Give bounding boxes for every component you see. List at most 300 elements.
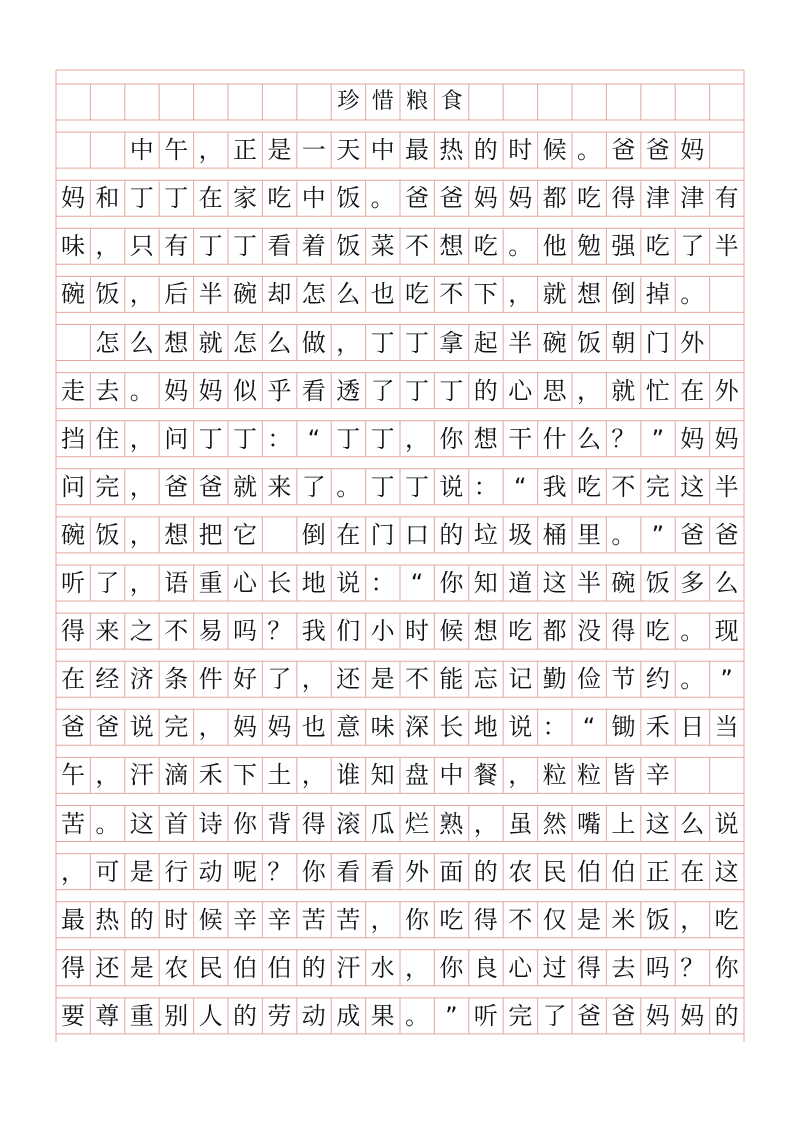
essay-char: 口: [405, 520, 429, 549]
essay-char: 劳: [267, 1001, 292, 1030]
essay-char: 丁: [336, 424, 361, 453]
essay-char: 吃: [645, 617, 670, 646]
essay-char: ，: [301, 761, 326, 790]
essay-char: 吗: [645, 953, 670, 982]
essay-char: 面: [439, 857, 464, 886]
essay-char: ：: [542, 713, 567, 742]
essay-char: 条: [164, 665, 189, 694]
essay-char: 么: [680, 809, 705, 838]
essay-char: 外: [714, 376, 739, 405]
essay-char: 半: [714, 232, 739, 261]
essay-char: 得: [301, 809, 326, 838]
essay-char: ，: [301, 665, 326, 694]
essay-char: 的: [473, 136, 498, 165]
essay-char: 。: [680, 617, 705, 646]
essay-char: 都: [542, 617, 567, 646]
essay-char: 了: [370, 376, 395, 405]
essay-char: 妈: [164, 376, 189, 405]
essay-char: 你: [233, 809, 257, 838]
essay-char: 下: [233, 761, 257, 790]
essay-char: 丁: [233, 232, 257, 261]
essay-char: 碗: [542, 328, 567, 357]
essay-char: 似: [233, 376, 257, 405]
essay-char: 嘴: [577, 809, 601, 838]
essay-char: 吃: [439, 905, 464, 934]
essay-char: 外: [680, 328, 705, 357]
essay-char: 吃: [577, 472, 601, 501]
essay-char: 时: [508, 136, 533, 165]
essay-char: 仅: [542, 905, 567, 934]
essay-char: 一: [301, 136, 326, 165]
essay-char: 妈: [198, 376, 223, 405]
essay-char: 这: [542, 569, 567, 597]
essay-char: 要: [61, 1001, 85, 1030]
essay-char: 乎: [267, 376, 292, 405]
essay-char: 。: [95, 809, 120, 838]
essay-char: 知: [473, 569, 498, 597]
essay-char: 济: [129, 665, 154, 694]
essay-char: 时: [405, 617, 429, 646]
essay-char: 透: [336, 376, 361, 405]
essay-char: 的: [473, 857, 498, 886]
essay-char: 。: [680, 280, 705, 309]
essay-char: 说: [129, 713, 154, 742]
essay-char: ，: [198, 713, 223, 742]
essay-char: 得: [473, 905, 498, 934]
essay-char: ，: [508, 761, 533, 790]
essay-char: 听: [473, 1001, 498, 1030]
essay-char: 有: [164, 232, 189, 261]
essay-char: ，: [129, 569, 154, 597]
essay-char: 没: [577, 617, 601, 646]
essay-char: 去: [611, 953, 636, 982]
essay-char: 碗: [233, 280, 257, 309]
essay-char: 么: [129, 328, 154, 357]
essay-char: 时: [164, 905, 189, 934]
essay-char: 候: [542, 136, 567, 165]
essay-char: 丁: [233, 424, 257, 453]
essay-char: 日: [680, 713, 705, 742]
essay-char: 的: [129, 905, 154, 934]
essay-char: 完: [95, 472, 120, 501]
essay-char: “: [513, 472, 527, 501]
essay-char: ，: [129, 280, 154, 309]
essay-char: 得: [61, 617, 85, 646]
essay-char: 熟: [439, 809, 464, 838]
essay-char: 约: [645, 665, 670, 694]
essay-char: 爸: [714, 520, 739, 549]
essay-char: 了: [95, 569, 120, 597]
essay-char: 半: [577, 569, 601, 597]
essay-char: 烂: [405, 809, 429, 838]
essay-char: 丁: [198, 424, 223, 453]
essay-char: 爸: [680, 520, 705, 549]
essay-char: 人: [198, 1001, 223, 1030]
essay-char: 现: [714, 617, 739, 646]
essay-char: 强: [611, 232, 636, 261]
essay-char: 走: [61, 376, 85, 405]
essay-char: 得: [577, 953, 601, 982]
essay-char: 倒: [301, 520, 326, 549]
essay-char: ？: [267, 857, 292, 886]
essay-char: 爸: [95, 713, 120, 742]
essay-char: 看: [336, 857, 361, 886]
essay-char: 是: [577, 905, 601, 934]
essay-char: ，: [129, 424, 154, 453]
essay-char: 起: [473, 328, 498, 357]
essay-char: 中: [301, 184, 326, 213]
essay-char: 也: [301, 713, 326, 742]
essay-char: 最: [61, 905, 85, 934]
essay-char: 。: [405, 1001, 429, 1030]
essay-char: 粒: [577, 761, 601, 790]
essay-char: 是: [129, 953, 154, 982]
essay-char: 吃: [405, 280, 429, 309]
essay-char: 想: [473, 617, 498, 646]
essay-char: 午: [61, 761, 85, 790]
essay-char: 你: [439, 953, 464, 982]
essay-char: ，: [95, 232, 120, 261]
essay-char: 饭: [95, 280, 120, 309]
essay-char: 苦: [336, 905, 361, 934]
essay-char: 正: [645, 857, 670, 886]
essay-char: 成: [336, 1001, 361, 1030]
essay-char: 吃: [577, 184, 601, 213]
essay-char: 来: [95, 617, 120, 646]
essay-char: 经: [95, 665, 120, 694]
essay-char: 饭: [95, 520, 120, 549]
essay-char: 伯: [611, 857, 636, 886]
essay-char: 饭: [577, 328, 601, 357]
essay-char: 是: [267, 136, 292, 165]
essay-char: 饭: [645, 905, 670, 934]
essay-char: 勉: [577, 232, 601, 261]
essay-char: 它: [233, 520, 257, 549]
essay-char: “: [582, 713, 596, 742]
essay-char: 有: [714, 184, 739, 213]
essay-char: 丁: [370, 472, 395, 501]
essay-char: 想: [164, 520, 189, 549]
essay-char: 当: [714, 713, 739, 742]
essay-char: 倒: [611, 280, 636, 309]
essay-char: 瓜: [370, 809, 395, 838]
essay-char: 了: [267, 665, 292, 694]
essay-char: 谁: [336, 761, 361, 790]
essay-char: 妈: [645, 1001, 670, 1030]
essay-char: 是: [129, 857, 154, 886]
essay-char: 。: [577, 136, 601, 165]
essay-char: 就: [198, 328, 223, 357]
essay-char: 半: [198, 280, 223, 309]
essay-char: 碗: [61, 520, 85, 549]
essay-char: 丁: [370, 328, 395, 357]
essay-char: 爸: [405, 184, 429, 213]
essay-char: 来: [267, 472, 292, 501]
essay-char: 锄: [611, 713, 636, 742]
essay-char: 看: [301, 376, 326, 405]
essay-char: 得: [611, 184, 636, 213]
essay-char: 吃: [473, 232, 498, 261]
essay-char: 住: [95, 424, 120, 453]
essay-char: 问: [164, 424, 189, 453]
essay-char: 。: [336, 472, 361, 501]
essay-char: 我: [301, 617, 326, 646]
essay-char: 说: [714, 809, 739, 838]
essay-char: 饭: [336, 184, 361, 213]
essay-char: 知: [370, 761, 395, 790]
essay-char: 民: [198, 953, 223, 982]
essay-char: 土: [267, 761, 292, 790]
essay-char: 的: [233, 1001, 257, 1030]
essay-char: 虽: [508, 809, 533, 838]
essay-char: 伯: [577, 857, 601, 886]
essay-char: 不: [405, 665, 429, 694]
essay-char: 的: [439, 520, 464, 549]
essay-char: 苦: [301, 905, 326, 934]
essay-char: 妈: [473, 184, 498, 213]
essay-char: 多: [680, 569, 705, 597]
essay-char: 这: [645, 809, 670, 838]
essay-char: 不: [164, 617, 189, 646]
essay-char: 之: [129, 617, 154, 646]
essay-char: 意: [336, 713, 361, 742]
essay-char: 你: [439, 424, 464, 453]
essay-char: 妈: [714, 424, 739, 453]
essay-char: 么: [267, 328, 292, 357]
essay-char: 你: [714, 953, 739, 982]
essay-char: 妈: [680, 424, 705, 453]
essay-char: 也: [370, 280, 395, 309]
essay-char: “: [410, 569, 424, 597]
essay-char: 了: [542, 1001, 567, 1030]
essay-char: 只: [129, 232, 154, 261]
essay-char: 盘: [405, 761, 429, 790]
essay-char: 你: [301, 857, 326, 886]
essay-char: 的: [301, 953, 326, 982]
essay-char: 背: [267, 809, 292, 838]
essay-char: 门: [645, 328, 670, 357]
essay-char: 午: [164, 136, 189, 165]
essay-char: 这: [680, 472, 705, 501]
essay-char: ”: [720, 665, 733, 694]
essay-char: 在: [336, 520, 361, 549]
essay-char: 候: [439, 617, 464, 646]
essay-char: ，: [370, 905, 395, 934]
essay-char: 你: [405, 905, 429, 934]
essay-char: 丁: [370, 424, 395, 453]
essay-char: 米: [611, 905, 636, 934]
essay-char: ，: [336, 328, 361, 357]
essay-char: 记: [508, 665, 533, 694]
essay-char: 民: [542, 857, 567, 886]
essay-char: 热: [95, 905, 120, 934]
essay-char: 这: [129, 809, 154, 838]
essay-char: 最: [405, 136, 429, 165]
essay-char: 心: [233, 569, 257, 597]
essay-char: 上: [611, 809, 636, 838]
essay-char: 听: [61, 569, 85, 597]
essay-char: 么: [336, 280, 361, 309]
essay-char: ，: [198, 136, 223, 165]
essay-char: 可: [95, 857, 120, 886]
essay-char: 看: [370, 857, 395, 886]
essay-char: 。: [508, 232, 533, 261]
essay-char: 果: [370, 1001, 395, 1030]
essay-char: ：: [473, 472, 498, 501]
essay-char: 爸: [611, 136, 636, 165]
essay-char: 垃: [473, 520, 498, 549]
essay-char: 妈: [680, 1001, 705, 1030]
essay-char: 在: [61, 665, 85, 694]
essay-char: 得: [611, 617, 636, 646]
essay-char: 吃: [267, 184, 292, 213]
essay-char: ？: [680, 953, 705, 982]
essay-char: 辛: [233, 905, 257, 934]
essay-char: 爸: [611, 1001, 636, 1030]
essay-char: 说: [439, 472, 464, 501]
essay-char: 心: [508, 376, 533, 405]
essay-char: 地: [301, 569, 326, 597]
essay-char: 味: [370, 713, 395, 742]
essay-char: 。: [680, 665, 705, 694]
essay-char: ？: [267, 617, 292, 646]
essay-char: 滚: [336, 809, 361, 838]
essay-char: 粒: [542, 761, 567, 790]
essay-char: ”: [445, 1001, 458, 1030]
essay-char: 忙: [645, 376, 670, 405]
essay-char: 这: [714, 857, 739, 886]
essay-char: 能: [439, 665, 464, 694]
essay-char: 津: [645, 184, 670, 213]
essay-char: 是: [370, 665, 395, 694]
essay-char: 辛: [645, 761, 670, 790]
essay-char: 菜: [370, 232, 395, 261]
essay-char: ”: [651, 520, 665, 549]
essay-char: 把: [198, 520, 223, 549]
essay-title: 珍惜粮食: [337, 89, 475, 114]
essay-char: 圾: [508, 520, 533, 549]
essay-char: 呢: [233, 857, 257, 886]
essay-char: 家: [233, 184, 257, 213]
essay-char: 。: [370, 184, 395, 213]
essay-char: 完: [164, 713, 189, 742]
essay-char: ，: [473, 809, 498, 838]
essay-char: 得: [61, 953, 85, 982]
essay-char: 就: [611, 376, 636, 405]
essay-char: 都: [542, 184, 567, 213]
essay-char: ，: [508, 280, 533, 309]
essay-char: 朝: [611, 328, 636, 357]
essay-char: 良: [473, 953, 498, 982]
essay-char: 问: [61, 472, 85, 501]
essay-char: 在: [680, 376, 705, 405]
essay-char: 爸: [439, 184, 464, 213]
essay-char: ，: [61, 857, 85, 886]
essay-char: 外: [405, 857, 429, 886]
essay-char: 天: [336, 136, 361, 165]
essay-char: 么: [577, 424, 601, 453]
essay-char: 深: [405, 713, 429, 742]
essay-char: 伯: [233, 953, 257, 982]
essay-char: ，: [405, 953, 429, 982]
essay-char: 掉: [645, 280, 670, 309]
essay-char: 农: [164, 953, 189, 982]
essay-char: 说: [336, 569, 361, 597]
essay-char: 不: [405, 232, 429, 261]
essay-char: 门: [370, 520, 395, 549]
essay-char: 思: [542, 376, 567, 405]
essay-char: 怎: [233, 328, 257, 357]
essay-char: 丁: [405, 328, 429, 357]
essay-char: 味: [61, 232, 85, 261]
essay-char: 丁: [164, 184, 189, 213]
essay-char: 你: [439, 569, 464, 597]
essay-char: 却: [267, 280, 292, 309]
essay-char: 么: [714, 569, 739, 597]
essay-char: 的: [473, 376, 498, 405]
essay-char: 爸: [198, 472, 223, 501]
essay-char: 桶: [542, 520, 567, 549]
essay-char: 还: [336, 665, 361, 694]
essay-char: 爸: [645, 136, 670, 165]
essay-char: 我: [542, 472, 567, 501]
essay-char: ，: [129, 472, 154, 501]
essay-char: 中: [439, 761, 464, 790]
essay-char: 地: [473, 713, 498, 742]
essay-char: 。: [129, 376, 154, 405]
essay-char: 忘: [473, 665, 498, 694]
essay-char: 水: [370, 953, 395, 982]
essay-char: 俭: [577, 665, 601, 694]
essay-char: 完: [508, 1001, 533, 1030]
essay-char: 在: [680, 857, 705, 886]
essay-char: 皆: [611, 761, 636, 790]
essay-char: 里: [577, 520, 601, 549]
essay-char: 下: [473, 280, 498, 309]
essay-char: 着: [301, 232, 326, 261]
essay-char: 辛: [267, 905, 292, 934]
essay-char: 半: [508, 328, 533, 357]
essay-char: 首: [164, 809, 189, 838]
essay-char: 饭: [336, 232, 361, 261]
essay-char: 想: [164, 328, 189, 357]
essay-char: 就: [233, 472, 257, 501]
essay-char: ，: [577, 376, 601, 405]
essay-char: ，: [95, 761, 120, 790]
essay-char: 不: [611, 472, 636, 501]
essay-char: 就: [542, 280, 567, 309]
essay-char: 爸: [61, 713, 85, 742]
essay-char: 干: [508, 424, 533, 453]
essay-char: 勤: [542, 665, 567, 694]
essay-char: 农: [508, 857, 533, 886]
essay-char: 妈: [267, 713, 292, 742]
essay-char: ：: [370, 569, 395, 597]
essay-char: 们: [336, 617, 361, 646]
essay-char: 正: [233, 136, 257, 165]
essay-char: 过: [542, 953, 567, 982]
essay-char: 汗: [336, 953, 361, 982]
essay-char: 件: [198, 665, 223, 694]
essay-char: 尊: [95, 1001, 120, 1030]
essay-char: 饭: [645, 569, 670, 597]
essay-char: 餐: [473, 761, 498, 790]
essay-char: 汗: [129, 761, 154, 790]
essay-char: 动: [198, 857, 223, 886]
essay-char: 心: [508, 953, 533, 982]
essay-char: 还: [95, 953, 120, 982]
essay-char: 动: [301, 1001, 326, 1030]
